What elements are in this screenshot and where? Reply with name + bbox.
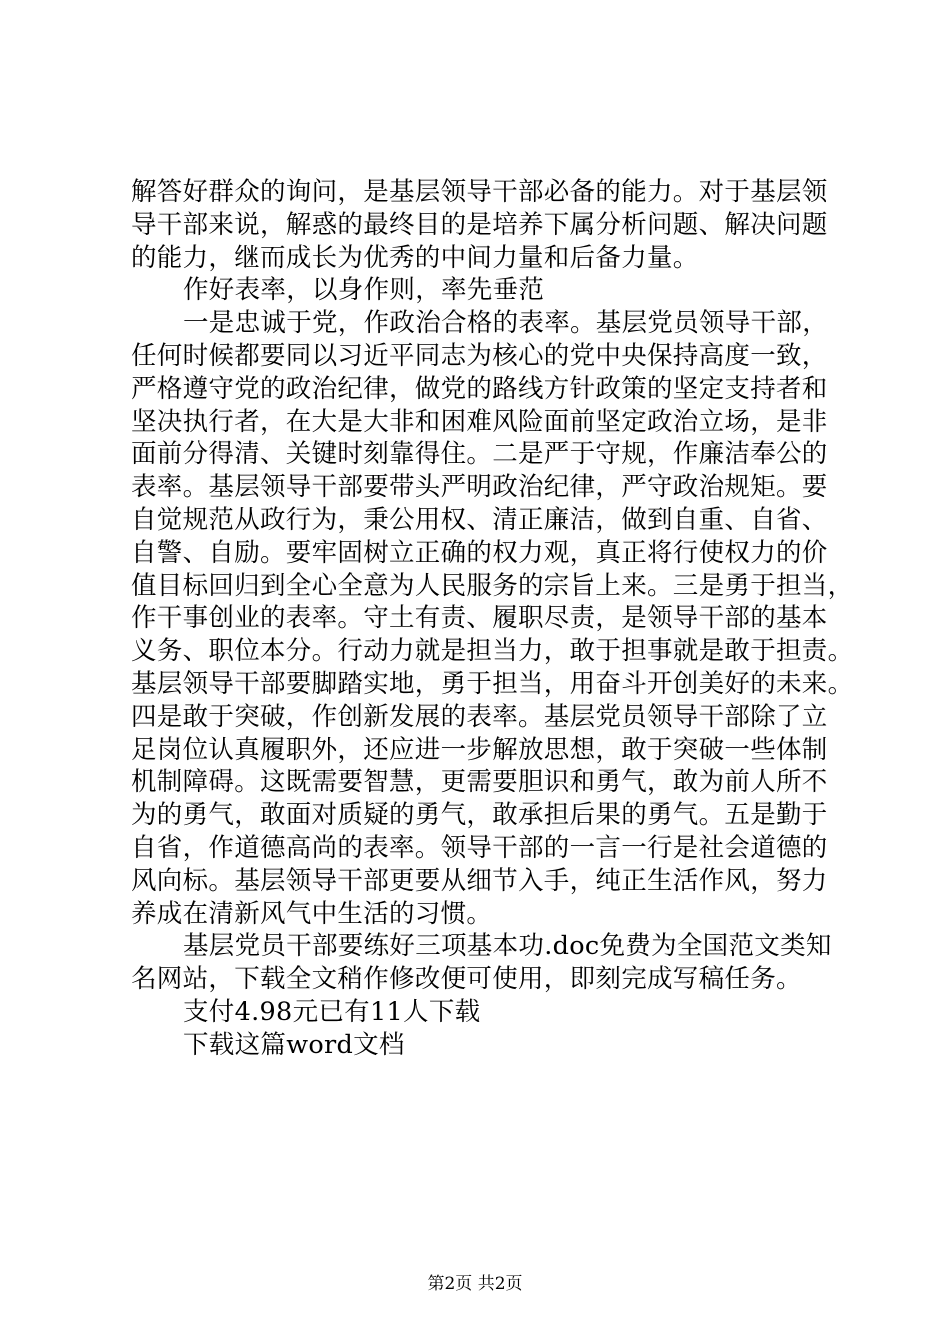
- body-line: 的能力，继而成长为优秀的中间力量和后备力量。: [131, 242, 699, 273]
- body-line: 面前分得清、关键时刻靠得住。二是严于守规，作廉洁奉公的: [131, 439, 828, 470]
- body-line: 坚决执行者，在大是大非和困难风险面前坚定政治立场，是非: [131, 406, 828, 437]
- body-line: 义务、职位本分。行动力就是担当力，敢于担事就是敢于担责。: [131, 636, 854, 667]
- body-line: 基层党员干部要练好三项基本功.doc免费为全国范文类知: [183, 931, 832, 962]
- body-line: 为的勇气，敢面对质疑的勇气，敢承担后果的勇气。五是勤于: [131, 800, 828, 831]
- document-body: [131, 176, 854, 1062]
- body-line: 表率。基层领导干部要带头严明政治纪律，严守政治规矩。要: [131, 472, 828, 503]
- body-line: 基层领导干部要脚踏实地，勇于担当，用奋斗开创美好的未来。: [131, 668, 854, 699]
- section-heading: 作好表率，以身作则，率先垂范: [183, 275, 545, 306]
- body-line: 一是忠诚于党，作政治合格的表率。基层党员领导干部，: [183, 308, 829, 339]
- body-line: 名网站，下载全文稍作修改便可使用，即刻完成写稿任务。: [131, 964, 802, 995]
- body-line: 自警、自励。要牢固树立正确的权力观，真正将行使权力的价: [131, 537, 828, 568]
- body-line: 四是敢于突破，作创新发展的表率。基层党员领导干部除了立: [131, 701, 828, 732]
- body-line: 解答好群众的询问，是基层领导干部必备的能力。对于基层领: [131, 177, 828, 207]
- download-count-text: 支付4.98元已有11人下载: [183, 996, 481, 1027]
- body-line: 风向标。基层领导干部更要从细节入手，纯正生活作风，努力: [131, 865, 828, 896]
- body-line: 足岗位认真履职外，还应进一步解放思想，敢于突破一些体制: [131, 734, 828, 765]
- body-line: 值目标回归到全心全意为人民服务的宗旨上来。三是勇于担当，: [131, 570, 854, 601]
- body-line: 机制障碍。这既需要智慧，更需要胆识和勇气，敢为前人所不: [131, 767, 828, 798]
- body-line: 导干部来说，解惑的最终目的是培养下属分析问题、解决问题: [131, 209, 828, 240]
- body-line: 养成在清新风气中生活的习惯。: [131, 898, 493, 929]
- body-line: 严格遵守党的政治纪律，做党的路线方针政策的坚定支持者和: [131, 373, 828, 404]
- body-line: 任何时候都要同以习近平同志为核心的党中央保持高度一致，: [131, 340, 828, 371]
- download-document-link[interactable]: 下载这篇word文档: [183, 1029, 405, 1060]
- page-number-footer: 第2页 共2页: [427, 1274, 523, 1294]
- body-line: 作干事创业的表率。守土有责、履职尽责，是领导干部的基本: [131, 603, 828, 634]
- body-line: 自省，作道德高尚的表率。领导干部的一言一行是社会道德的: [131, 832, 828, 863]
- body-line: 自觉规范从政行为，秉公用权、清正廉洁，做到自重、自省、: [131, 504, 828, 535]
